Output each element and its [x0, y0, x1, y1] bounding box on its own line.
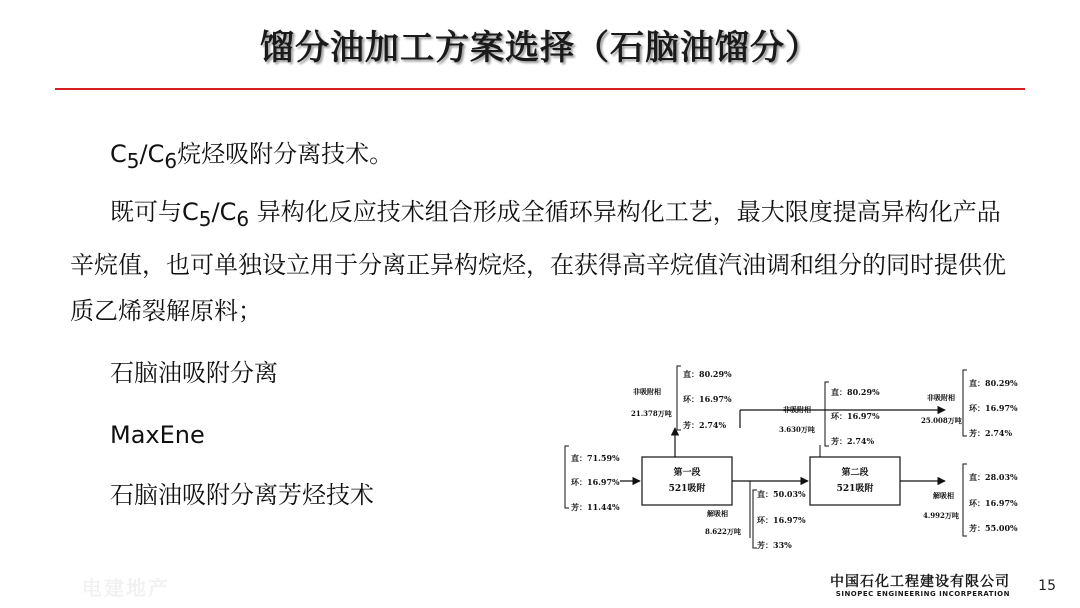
- stage2-box: [810, 457, 900, 505]
- p1-sub-5: 5: [126, 148, 140, 173]
- p2-head: 既可与C: [110, 198, 199, 226]
- raff2-huan: 环：16.97%: [831, 411, 880, 421]
- company-logo: [830, 574, 1010, 598]
- feed-brace: [565, 446, 569, 508]
- title-divider: [55, 88, 1025, 90]
- item-naphtha-adsorption: 石脑油吸附分离: [110, 359, 278, 387]
- watermark: 电建地产: [82, 576, 170, 600]
- raff3-huan: 环：16.97%: [969, 403, 1018, 413]
- company-name-cn: 中国石化工程建设有限公司: [830, 574, 1010, 590]
- raff2-zhi: 直：80.29%: [831, 387, 880, 397]
- raff1-huan: 环：16.97%: [683, 394, 732, 404]
- stage1-line2: 521吸附: [668, 484, 706, 494]
- ext2-label: 解吸相: [933, 491, 954, 500]
- p1-tail: 烷烃吸附分离技术。: [177, 140, 394, 168]
- raff2-brace: [825, 382, 829, 446]
- page-number: 15: [1038, 578, 1056, 594]
- feed-zhi: 直：71.59%: [571, 453, 620, 463]
- paragraph-c5c6-adsorption: [110, 131, 393, 184]
- p2-slash: /C: [211, 198, 237, 226]
- stage1-line1: 第一段: [673, 468, 701, 478]
- paragraph-isomerization: [70, 189, 1020, 334]
- p1-c: C: [110, 140, 127, 168]
- p2-tail: 异构化反应技术组合形成全循环异构化工艺，最大限度提高异构化产品辛烷值，也可单独设立用于分离正异构烷烃，在获得高辛烷值汽油调和组分的同时提供优质乙烯裂解原料；: [70, 198, 1006, 325]
- p1-slash: /C: [139, 140, 165, 168]
- raff1-label: 非吸附相: [633, 387, 661, 396]
- ext2-zhi: 直：28.03%: [969, 472, 1018, 482]
- stage2-line1: 第二段: [841, 468, 869, 478]
- raff1-zhi: 直：80.29%: [683, 369, 732, 379]
- raff2-fang: 芳：2.74%: [831, 436, 875, 446]
- raff1-brace: [677, 366, 681, 430]
- p2-sub-5: 5: [198, 206, 212, 231]
- raff3-brace: [963, 370, 967, 436]
- feed-huan: 环：16.97%: [571, 477, 620, 487]
- item-maxene: MaxEne: [110, 421, 205, 449]
- raff1-flow: 21.378万吨: [631, 409, 672, 418]
- p2-sub-6: 6: [236, 206, 250, 231]
- ext1-fang: 芳：33%: [757, 540, 792, 550]
- ext1-label: 解吸相: [707, 509, 728, 518]
- process-flow-diagram: [555, 360, 1025, 550]
- company-name-en: SINOPEC ENGINEERING INCORPERATION: [835, 590, 1010, 598]
- stage2-line2: 521吸附: [836, 484, 874, 494]
- ext1-flow: 8.622万吨: [705, 527, 741, 536]
- ext1-huan: 环：16.97%: [757, 515, 806, 525]
- ext2-flow: 4.992万吨: [923, 511, 959, 520]
- ext2-huan: 环：16.97%: [969, 498, 1018, 508]
- raff3-zhi: 直：80.29%: [969, 378, 1018, 388]
- raff3-label: 非吸附相: [927, 393, 955, 402]
- raff2-label: 非吸附相: [783, 405, 811, 414]
- raff3-flow: 25.008万吨: [921, 416, 962, 425]
- raff2-flow: 3.630万吨: [779, 425, 815, 434]
- raff1-fang: 芳：2.74%: [683, 420, 727, 430]
- slide-title: 馏分油加工方案选择（石脑油馏分）: [260, 28, 820, 68]
- stage1-box: [642, 457, 732, 505]
- feed-fang: 芳：11.44%: [571, 502, 620, 512]
- p1-sub-6: 6: [164, 148, 178, 173]
- raff3-fang: 芳：2.74%: [969, 428, 1013, 438]
- item-naphtha-aromatics: 石脑油吸附分离芳烃技术: [110, 481, 374, 509]
- ext1-zhi: 直：50.03%: [757, 489, 806, 499]
- ext2-brace: [963, 464, 967, 536]
- ext2-fang: 芳：55.00%: [969, 523, 1018, 533]
